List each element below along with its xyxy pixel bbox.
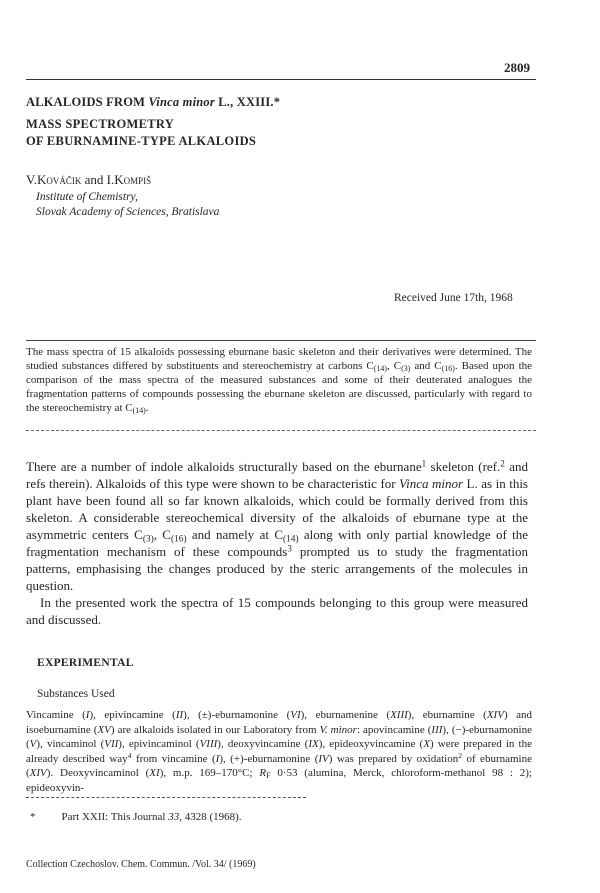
body-text: There are a number of indole alkaloids structurally based on the eburnane <box>26 459 422 474</box>
subscript: (16) <box>170 534 187 545</box>
footnote <box>30 811 242 823</box>
compound-number: VI <box>290 709 301 721</box>
subscript: (3) <box>142 534 154 545</box>
authors <box>26 172 151 188</box>
introduction <box>26 458 528 628</box>
paragraph-2: In the presented work the spectra of 15 compounds belonging to this group were measured and discussed. <box>26 595 528 627</box>
compound-number: III <box>431 723 443 736</box>
abstract-text: . <box>145 402 149 414</box>
author-2-initial: I. <box>106 172 115 187</box>
subsection-heading: Substances Used <box>37 688 115 700</box>
paragraph-1 <box>26 458 528 594</box>
species-name: Vinca minor <box>399 476 464 491</box>
compound-number: I <box>215 752 220 765</box>
page-number: 2809 <box>504 60 530 75</box>
abstract-rule-top <box>26 340 536 341</box>
reference-mark: 4 <box>127 750 132 760</box>
affiliation-line-1: Institute of Chemistry, <box>36 191 138 203</box>
exp-text: ), eburnamenine ( <box>300 709 391 721</box>
compound-number: I <box>85 709 90 721</box>
exp-text: from vincamine ( <box>131 752 216 765</box>
body-text: L. as in this plant have been found all so far known alkaloids, which could be formally derived from this skeleton. A considerable stereochemical diversity of the alkaloids of eburnane type at the asymmetric centers C <box>26 476 528 542</box>
body-text: along with only partial knowledge of the fragmentation mechanism of these compounds <box>26 527 528 559</box>
abstract <box>26 345 532 415</box>
body-text: and refs therein). Alkaloids of this type were shown to be characteristic for <box>26 459 528 491</box>
body-text: , C <box>153 527 171 542</box>
exp-text: ), (±)-eburnamonine ( <box>183 709 291 721</box>
abstract-text-2: . Based upon the comparison of the mass spectra of the measured substances and some of their deuterated analogues the fragmentation patterns of compounds possessing the eburnane skeleton are discussed, particularly with regard to the stereochemistry at C <box>26 360 533 414</box>
subscript: (3) <box>401 363 411 373</box>
abstract-text: and C <box>410 360 442 372</box>
compound-number: XIV <box>29 767 47 779</box>
series-suffix: L., XXIII.* <box>214 95 281 109</box>
footnote-volume: 33 <box>168 811 180 823</box>
series-title <box>26 95 280 110</box>
compound-number: XIV <box>486 709 504 721</box>
exp-text: 0·53 (alumina, Merck, chloroform-methanol 98 : 2); epideoxyvin- <box>26 767 532 794</box>
series-prefix: ALKALOIDS FROM <box>26 95 149 109</box>
exp-text: ). Deoxyvincaminol ( <box>46 767 150 779</box>
exp-text: ), epivincamine ( <box>89 709 176 721</box>
exp-text: : apovincamine ( <box>356 723 432 736</box>
exp-text: ) and isoeburnamine ( <box>26 709 533 736</box>
compound-number: II <box>175 709 184 721</box>
reference-mark: 1 <box>421 458 427 469</box>
exp-text: ) were prepared in the already described way <box>26 738 532 765</box>
reference-mark: 3 <box>287 543 292 554</box>
received-date: Received June 17th, 1968 <box>394 292 513 304</box>
exp-text: ), deoxyvincamine ( <box>217 738 309 750</box>
journal-footer: Collection Czechoslov. Chem. Commun. /Vol. 34/ (1969) <box>26 859 256 870</box>
experimental-text <box>26 708 532 795</box>
exp-text: Vincamine ( <box>26 709 86 721</box>
compound-number: V <box>29 738 37 750</box>
exp-text: ), (+)-eburnamonine ( <box>219 752 319 765</box>
exp-text: ) was prepared by oxidation <box>328 752 459 765</box>
species-name: V. minor <box>319 723 357 736</box>
affiliation <box>36 190 219 220</box>
body-text: prompted us to study the fragmentation patterns, emphasising the changes produced by the steric arrangements of the molecules in question. <box>26 544 528 593</box>
abstract-text-1: The mass spectra of 15 alkaloids possessing eburnane basic skeleton and their derivatives were determined. The studied substances differed by substituents and stereochemistry at carbons C <box>26 346 532 372</box>
section-heading-experimental: EXPERIMENTAL <box>37 657 134 669</box>
authors-and: and <box>81 172 107 187</box>
affiliation-line-2: Slovak Academy of Sciences, Bratislava <box>36 206 220 218</box>
compound-number: XV <box>97 723 111 736</box>
exp-text: ), eburnamine ( <box>407 709 487 721</box>
compound-number: XI <box>149 767 160 779</box>
top-rule <box>26 79 536 80</box>
body-text: skeleton (ref. <box>426 459 501 474</box>
exp-text: ) are alkaloids isolated in our Laboratory from <box>110 723 320 736</box>
title-line-1: MASS SPECTROMETRY <box>26 117 175 131</box>
compound-number: X <box>423 738 430 750</box>
footnote-text-rest: , 4328 (1968). <box>179 811 242 823</box>
author-1-initial: V. <box>26 172 37 187</box>
subscript: (16) <box>441 363 455 373</box>
compound-number: IV <box>318 752 329 765</box>
author-2-name: Kompiš <box>114 172 152 187</box>
compound-number: IX <box>308 738 319 750</box>
exp-text: of eburnamine ( <box>26 752 532 779</box>
compound-number: VIII <box>199 738 218 750</box>
exp-text: ), (−)-eburnamonine ( <box>26 723 532 750</box>
exp-text: ), vincaminol ( <box>36 738 105 750</box>
series-species: Vinca minor <box>148 95 215 109</box>
rf-symbol: R <box>259 767 267 779</box>
subscript: (14) <box>132 405 146 415</box>
reference-mark: 2 <box>458 750 463 760</box>
subscript: (14) <box>373 363 387 373</box>
footnote-rule <box>26 797 306 798</box>
exp-text: ), m.p. 169–170°C; <box>159 767 260 779</box>
subscript: F <box>266 770 271 780</box>
footnote-mark: * <box>30 811 36 823</box>
subscript: (14) <box>283 534 299 545</box>
body-text: and namely at C <box>186 527 283 542</box>
title-line-2: OF EBURNAMINE-TYPE ALKALOIDS <box>26 134 257 148</box>
paper-title <box>26 116 256 150</box>
compound-number: VII <box>104 738 119 750</box>
abstract-rule-bottom <box>26 430 536 431</box>
compound-number: XIII <box>390 709 408 721</box>
footnote-text: Part XXII: This Journal <box>61 811 169 823</box>
author-1-name: Kováčik <box>36 172 82 187</box>
abstract-text: , C <box>386 360 402 372</box>
exp-text: ), epivincaminol ( <box>118 738 200 750</box>
reference-mark: 2 <box>500 458 505 469</box>
exp-text: ), epideoxyvincamine ( <box>318 738 424 750</box>
